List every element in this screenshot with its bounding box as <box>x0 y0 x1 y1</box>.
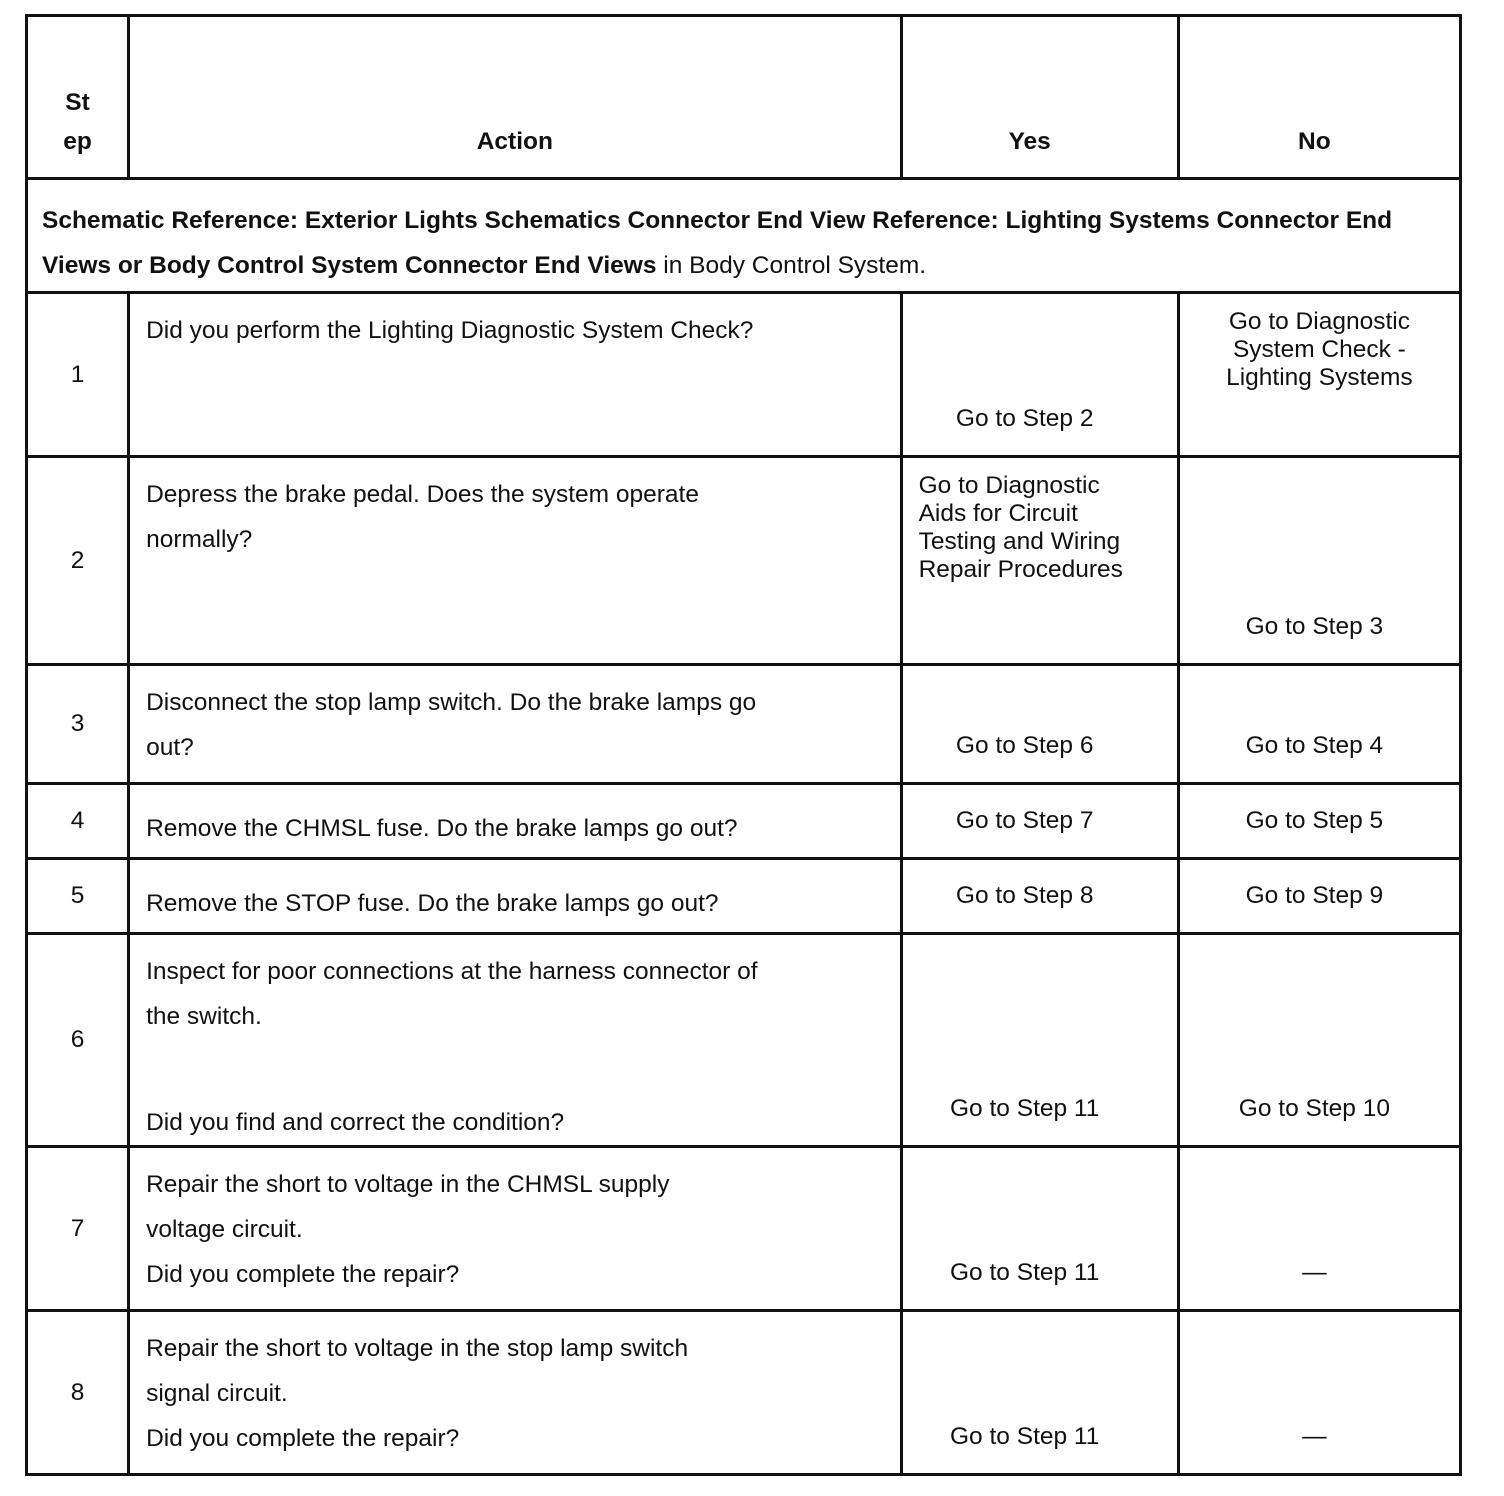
step-row-5 <box>27 859 1461 934</box>
action-spacer <box>146 1039 884 1084</box>
action-line: the switch. <box>146 1003 262 1030</box>
reference-row <box>27 179 1461 293</box>
header-yes: Yes <box>901 16 1178 179</box>
step-number: 3 <box>27 665 129 784</box>
step-number: 5 <box>27 859 129 934</box>
header-step-line-2: ep <box>63 128 92 155</box>
action-line: Remove the CHMSL fuse. Do the brake lamps go out? <box>146 814 738 842</box>
action-line: signal circuit. <box>146 1380 288 1407</box>
no-text: Go to Step 5 <box>1245 807 1384 834</box>
no-cell <box>1178 1147 1460 1311</box>
reference-bold-text: Schematic Reference: Exterior Lights Schematics Connector End View Reference: Lighting Systems Connector End Views or Body Control System Connector End Views <box>42 207 1393 279</box>
yes-text: Aids for Circuit <box>918 500 1078 527</box>
no-dash: — <box>1302 1259 1327 1286</box>
step-row-8 <box>27 1311 1461 1475</box>
action-cell <box>129 293 902 457</box>
no-cell <box>1178 1311 1460 1475</box>
yes-text: Repair Procedures <box>918 556 1123 583</box>
step-number: 7 <box>27 1147 129 1311</box>
action-line: Did you complete the repair? <box>146 1261 460 1288</box>
action-line: out? <box>146 734 194 761</box>
yes-text: Go to Step 7 <box>955 807 1094 834</box>
action-line: Did you complete the repair? <box>146 1425 460 1452</box>
action-line: Did you find and correct the condition? <box>146 1109 565 1136</box>
action-cell <box>129 784 902 859</box>
header-step-line-1: St <box>65 89 90 116</box>
yes-text: Go to Step 11 <box>950 1423 1100 1450</box>
action-cell <box>129 1311 902 1475</box>
no-dash: — <box>1302 1423 1327 1450</box>
step-number: 6 <box>27 934 129 1147</box>
action-line: Disconnect the stop lamp switch. Do the brake lamps go <box>146 689 757 716</box>
yes-cell <box>901 1147 1178 1311</box>
action-line: Inspect for poor connections at the harness connector of <box>146 958 758 985</box>
action-cell <box>129 457 902 665</box>
action-cell <box>129 859 902 934</box>
yes-text: Go to Step 2 <box>955 405 1094 432</box>
action-line: Repair the short to voltage in the CHMSL supply <box>146 1171 670 1198</box>
header-action: Action <box>129 16 902 179</box>
step-row-1 <box>27 293 1461 457</box>
yes-cell <box>901 457 1178 665</box>
no-cell <box>1178 293 1460 457</box>
reference-normal-text: in Body Control System. <box>656 252 927 279</box>
no-cell <box>1178 784 1460 859</box>
step-row-3 <box>27 665 1461 784</box>
yes-text: Go to Step 6 <box>955 732 1094 759</box>
reference-cell <box>27 179 1461 293</box>
no-cell <box>1178 934 1460 1147</box>
no-cell <box>1178 665 1460 784</box>
no-text: Go to Step 3 <box>1245 613 1384 640</box>
step-number: 8 <box>27 1311 129 1475</box>
step-number: 4 <box>27 784 129 859</box>
yes-cell <box>901 1311 1178 1475</box>
no-text: System Check - <box>1232 336 1406 363</box>
no-text: Go to Step 4 <box>1245 732 1384 759</box>
yes-cell <box>901 293 1178 457</box>
yes-text: Go to Step 11 <box>950 1095 1100 1122</box>
yes-cell <box>901 934 1178 1147</box>
action-cell <box>129 665 902 784</box>
step-number: 2 <box>27 457 129 665</box>
step-row-7 <box>27 1147 1461 1311</box>
no-text: Go to Diagnostic <box>1228 308 1410 335</box>
action-line: Repair the short to voltage in the stop lamp switch <box>146 1335 689 1362</box>
step-row-6 <box>27 934 1461 1147</box>
action-line: voltage circuit. <box>146 1216 303 1243</box>
no-cell <box>1178 457 1460 665</box>
no-text: Lighting Systems <box>1226 364 1413 391</box>
yes-text: Go to Diagnostic <box>918 472 1100 499</box>
step-row-4 <box>27 784 1461 859</box>
action-cell <box>129 934 902 1147</box>
step-row-2 <box>27 457 1461 665</box>
no-cell <box>1178 859 1460 934</box>
yes-text: Go to Step 11 <box>950 1259 1100 1286</box>
action-line: Depress the brake pedal. Does the system operate <box>146 481 699 508</box>
diagnostic-table <box>25 14 1462 1476</box>
header-step <box>27 16 129 179</box>
yes-text: Go to Step 8 <box>955 882 1094 909</box>
no-text: Go to Step 9 <box>1245 882 1384 909</box>
yes-text: Testing and Wiring <box>918 528 1121 555</box>
action-cell <box>129 1147 902 1311</box>
no-text: Go to Step 10 <box>1238 1095 1390 1122</box>
header-row <box>27 16 1461 179</box>
yes-cell <box>901 859 1178 934</box>
action-line: Did you perform the Lighting Diagnostic System Check? <box>146 317 754 344</box>
yes-cell <box>901 665 1178 784</box>
step-number: 1 <box>27 293 129 457</box>
yes-cell <box>901 784 1178 859</box>
action-line: Remove the STOP fuse. Do the brake lamps go out? <box>146 889 719 917</box>
header-no: No <box>1178 16 1460 179</box>
action-line: normally? <box>146 526 253 553</box>
